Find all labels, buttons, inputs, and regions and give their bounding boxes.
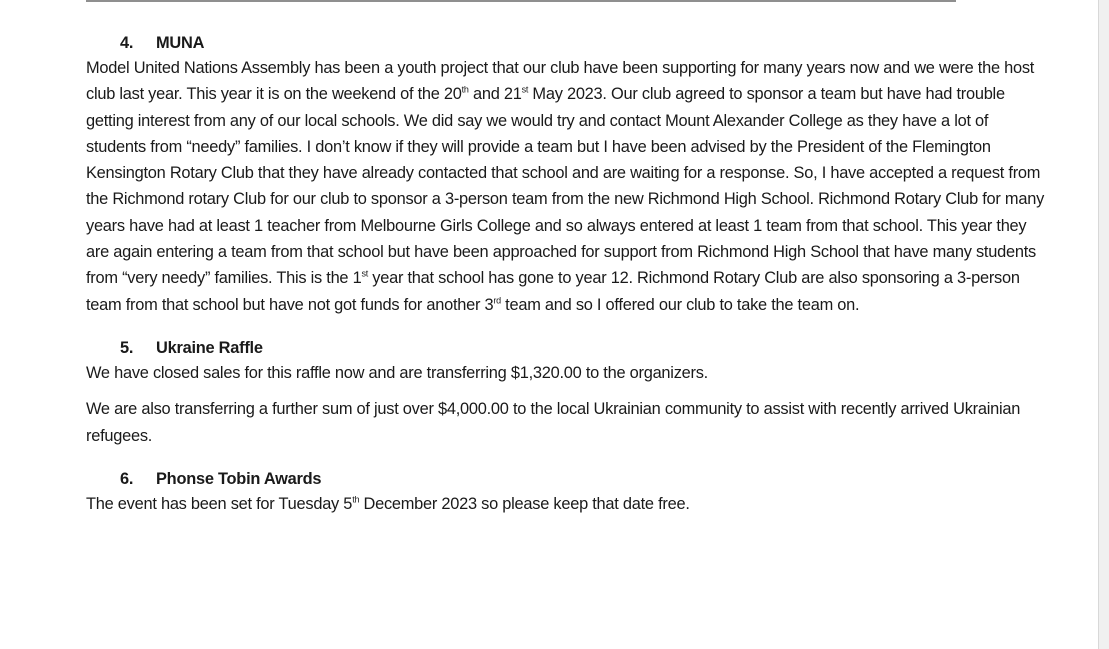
ordinal-suffix: rd [493, 295, 501, 306]
section-title: Ukraine Raffle [156, 338, 263, 357]
raffle-paragraph-2: We are also transferring a further sum of just over $4,000.00 to the local Ukrainian community to assist with recently arrived Ukrainian refugees. [86, 400, 1021, 445]
cropped-previous-line [86, 0, 956, 4]
text-run: year that school has gone to year 12. Richmond Rotary Club are also sponsoring a 3-person team from that school but have not got funds for another 3 [86, 269, 1020, 314]
ordinal-suffix: st [361, 268, 368, 279]
section-title: MUNA [156, 34, 205, 52]
page-edge-scroll-gutter [1098, 0, 1109, 649]
text-run: team and so I offered our club to take the team on. [500, 295, 860, 314]
section-number: 4. [120, 34, 134, 52]
text-run: The event has been set for Tuesday 5 [86, 494, 353, 513]
text-run: and 21 [468, 85, 522, 104]
text-run: May 2023. Our club agreed to sponsor a team but have had trouble getting interest from any of our local schools. We did say we would try and contact Mount Alexander College as they have a lot of students from “needy” families. I don’t know if they will provide a team but I have been advised by the President of the Flemington Kensington Rotary Club that they have already contacted that school and are waiting for a response. So, I have accepted a request from the Richmond rotary Club for our club to sponsor a 3-person team from the new Richmond High School. Richmond Rotary Club for many years have had at least 1 teacher from Melbourne Girls College and so always entered at least 1 team from that school. This year they are again entering a team from that school but have been approached for support from Richmond High School that have many students from “very needy” families. This is the 1 [86, 85, 1045, 288]
text-run: December 2023 so please keep that date free. [359, 494, 690, 513]
muna-paragraph [86, 55, 1046, 318]
ordinal-suffix: th [461, 84, 469, 95]
ordinal-suffix: th [352, 494, 360, 505]
section-heading-muna [86, 31, 1046, 55]
section-number: 5. [120, 338, 134, 357]
document-body [86, 31, 1046, 517]
section-title: Phonse Tobin Awards [156, 469, 322, 488]
section-heading-phonse-tobin-awards [86, 467, 1046, 491]
raffle-paragraph-1: We have closed sales for this raffle now and are transferring $1,320.00 to the organizers. [86, 363, 708, 382]
text-run: Model United Nations Assembly has been a youth project that our club have been supporting for many years now and we were the host club last year. This year it is on the weekend of the 20 [86, 59, 1035, 104]
awards-paragraph [86, 491, 1046, 517]
ordinal-suffix: st [521, 84, 529, 95]
section-heading-ukraine-raffle [86, 336, 1046, 360]
section-number: 6. [120, 469, 134, 488]
